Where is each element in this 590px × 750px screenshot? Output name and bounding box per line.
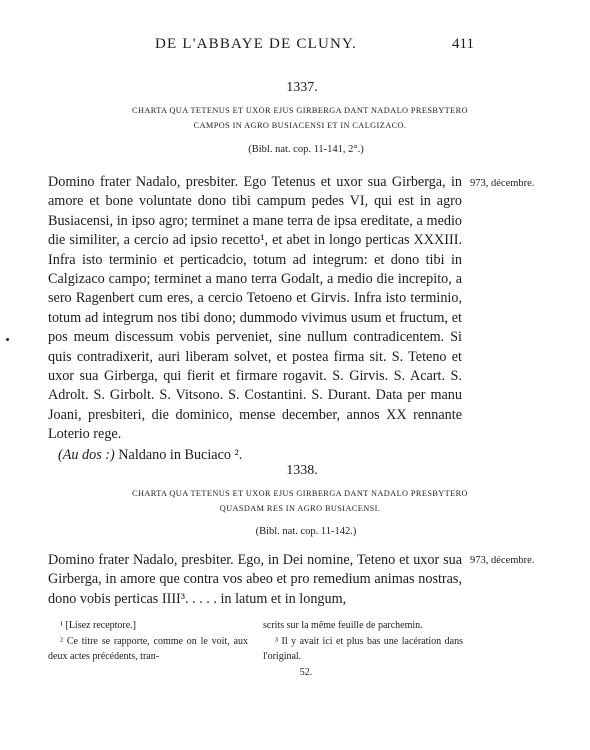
dorse-label: (Au dos :) [58, 446, 115, 463]
margin-date: 973, décembre. [470, 178, 535, 189]
margin-date: 973, décembre. [470, 555, 535, 566]
footnotes-left-column [48, 618, 248, 665]
charter-heading-line: QUASDAM RES IN AGRO BUSIACENSI. [219, 504, 381, 513]
footnote: ¹ [Lisez receptore.] [60, 620, 137, 631]
footnote: ² Ce titre se rapporte, comme on le voit, aux deux actes précédents, tran- [48, 635, 248, 662]
charter-heading-line: CHARTA QUA TETENUS ET UXOR EJUS GIRBERGA DANT NADALO PRESBYTERO [132, 106, 468, 115]
charter-number: 1338. [286, 463, 318, 478]
stray-ink-dot [6, 338, 9, 341]
signature-mark: 52. [299, 667, 313, 678]
page-number: 411 [452, 36, 474, 52]
charter-paragraph: Domino frater Nadalo, presbiter. Ego, in Dei nomine, Teteno et uxor sua Girberga, in amore que contra vos abeo et pro remedium animas nostras, dono vobis perticas IIII³. . . . . in latum et in longum, [48, 552, 462, 607]
running-head: DE L'ABBAYE DE CLUNY. [155, 36, 358, 52]
dorse-text: Naldano in Buciaco ². [114, 446, 243, 463]
source-reference: (Bibl. nat. cop. 11-142.) [255, 526, 357, 537]
footnote: ³ Il y avait ici et plus bas une lacération dans l'original. [263, 635, 463, 662]
charter-paragraph: Domino frater Nadalo, presbiter. Ego Tetenus et uxor sua Girberga, in amore et bone voluntate dono tibi campum pedes VI, qui est in agro Busiacensi, in ipso agro; terminet a mane terra de ipsa ereditate, a medio die similiter, a cercio ad ipsio recetto¹, et abet in longo perticas XXXIII. Infra isto terminio et perticadcio, totum ad integrum: et dono tibi in Calgizaco campo; terminet a mano terra Godalt, a medio die increpito, a sero Ragenbert cum eres, a cercio Tetoeno et Girvis. Infra isto terminio, totum ad integrum nos tibi dono; dummodo vivimus usum et fructum, et pos meum discessum vobis perveniet, sine nullum contradicentem. Si quis contradixerit, auri liberam solvet, et postea firma sit. S. Teteno et uxor sua Girberga, qui fierit et firmare rogavit. S. Girvis. S. Acart. S. Adrolt. S. Girbolt. S. Vitsono. S. Costantini. S. Durant. Data per manu Joani, presbiteri, die dominico, mense december, annos XX rennante Loterio rege. [48, 174, 462, 443]
footnote-continuation: scrits sur la même feuille de parchemin. [263, 620, 423, 631]
charter-heading [100, 103, 500, 133]
charter-text [48, 551, 462, 609]
charter-heading-line: CHARTA QUA TETENUS ET UXOR EJUS GIRBERGA DANT NADALO PRESBYTERO [132, 489, 468, 498]
charter-text [48, 173, 462, 465]
charter-heading-line: CAMPOS IN AGRO BUSIACENSI ET IN CALGIZACO. [193, 121, 407, 130]
charter-heading [100, 486, 500, 516]
charter-number: 1337. [286, 80, 318, 95]
footnotes-right-column [263, 618, 463, 665]
source-reference: (Bibl. nat. cop. 11-141, 2°.) [248, 144, 364, 155]
